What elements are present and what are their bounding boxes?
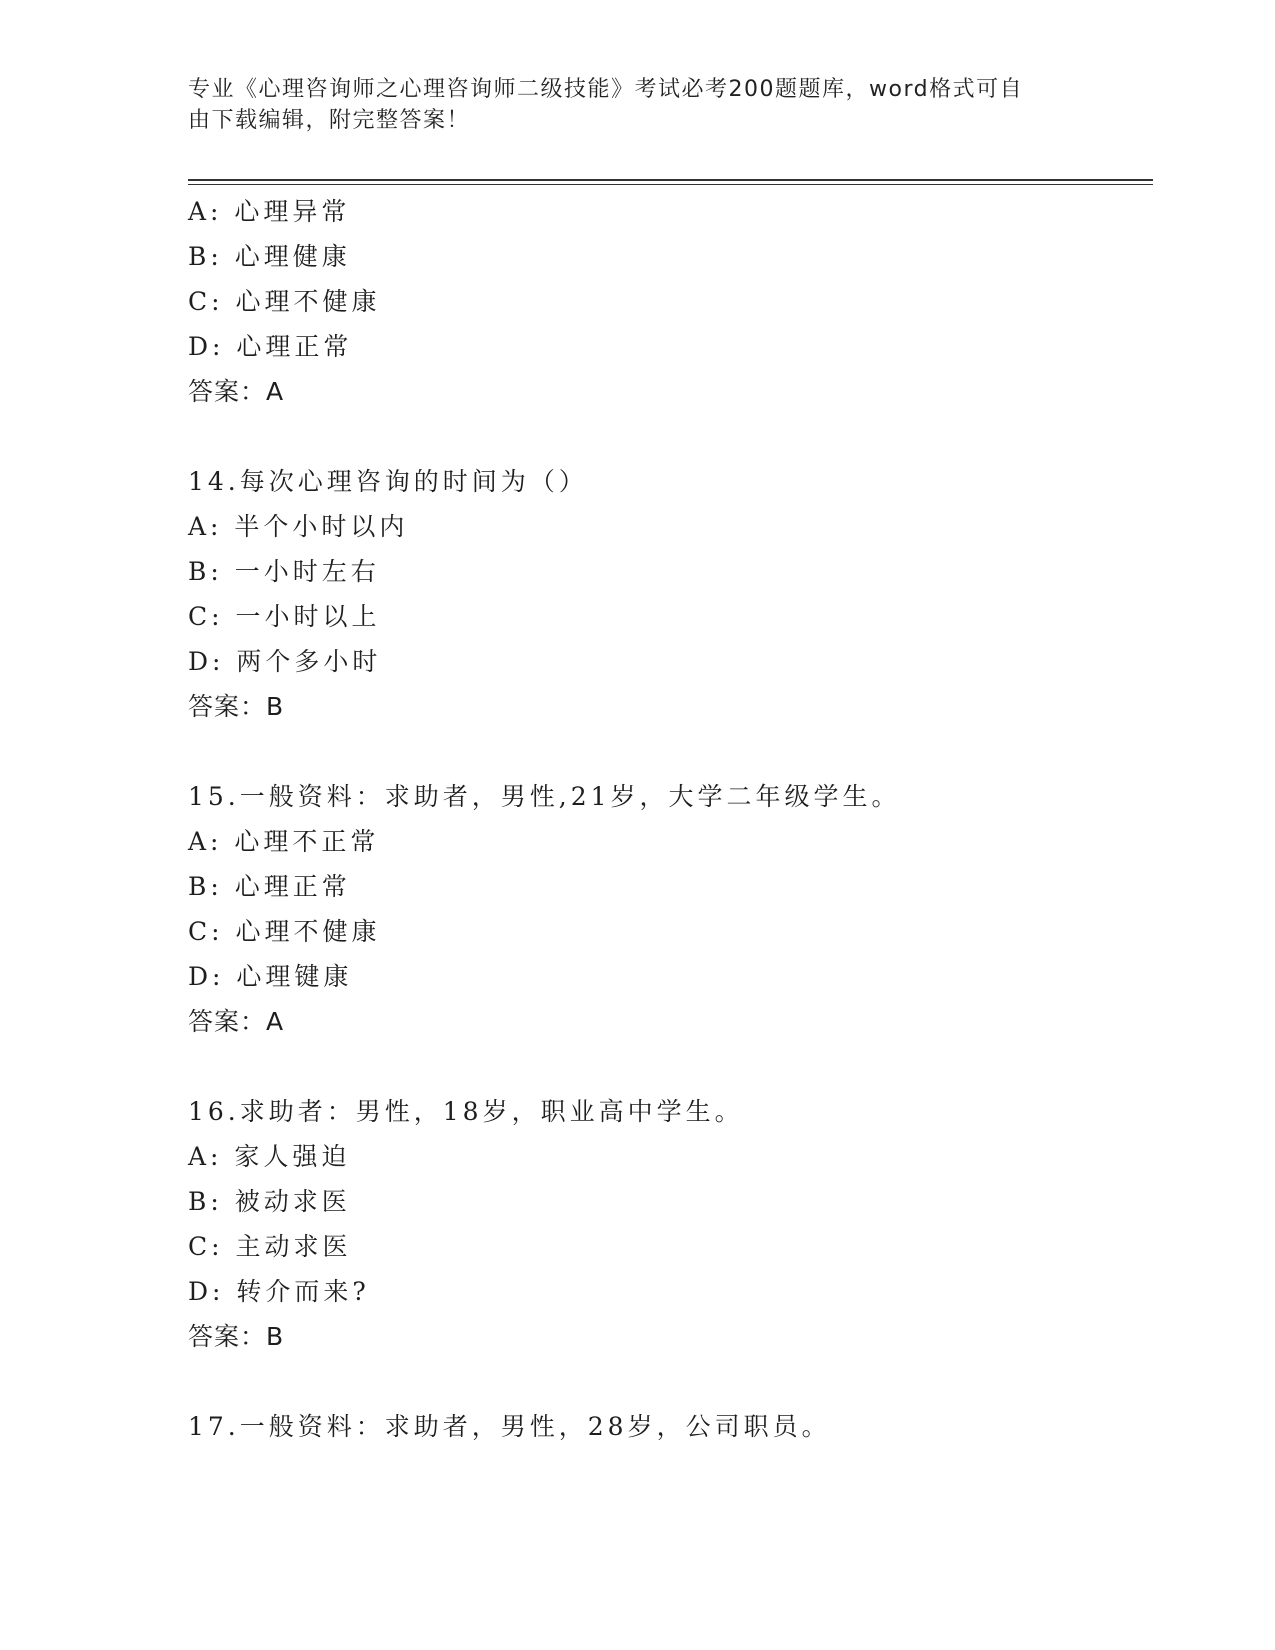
- header-divider-top: [188, 179, 1153, 181]
- q13-answer: 答案：A: [188, 377, 285, 406]
- q16-question: 16.求助者：男性，18岁，职业高中学生。: [188, 1097, 744, 1126]
- document-header: [188, 74, 1068, 136]
- q14-answer: 答案：B: [188, 692, 285, 721]
- header-divider-bottom: [188, 184, 1153, 185]
- q16-option-c: C: 主动求医: [188, 1232, 352, 1261]
- q16-answer: 答案：B: [188, 1322, 285, 1351]
- q14-option-a: A: 半个小时以内: [188, 512, 409, 541]
- q15-question: 15.一般资料：求助者，男性,21岁，大学二年级学生。: [188, 782, 901, 811]
- q14-option-b: B: 一小时左右: [188, 557, 380, 586]
- q16-option-a: A: 家人强迫: [188, 1142, 351, 1171]
- q16-option-d: D: 转介而来?: [188, 1277, 370, 1306]
- q15-option-d: D: 心理键康: [188, 962, 353, 991]
- q13-option-a: A: 心理异常: [188, 197, 351, 226]
- q15-option-a: A: 心理不正常: [188, 827, 380, 856]
- header-line-2: 由下载编辑，附完整答案！: [188, 108, 471, 133]
- q15-answer: 答案：A: [188, 1007, 285, 1036]
- q14-option-c: C: 一小时以上: [188, 602, 381, 631]
- q13-option-c: C: 心理不健康: [188, 287, 381, 316]
- q17-question: 17.一般资料：求助者，男性，28岁，公司职员。: [188, 1412, 831, 1441]
- q14-option-d: D: 两个多小时: [188, 647, 382, 676]
- q15-option-c: C: 心理不健康: [188, 917, 381, 946]
- header-line-1: 专业《心理咨询师之心理咨询师二级技能》考试必考200题题库，word格式可自: [188, 77, 1024, 102]
- q15-option-b: B: 心理正常: [188, 872, 351, 901]
- q13-option-d: D: 心理正常: [188, 332, 353, 361]
- q13-option-b: B: 心理健康: [188, 242, 351, 271]
- q16-option-b: B: 被动求医: [188, 1187, 351, 1216]
- q14-question: 14.每次心理咨询的时间为（）: [188, 467, 588, 496]
